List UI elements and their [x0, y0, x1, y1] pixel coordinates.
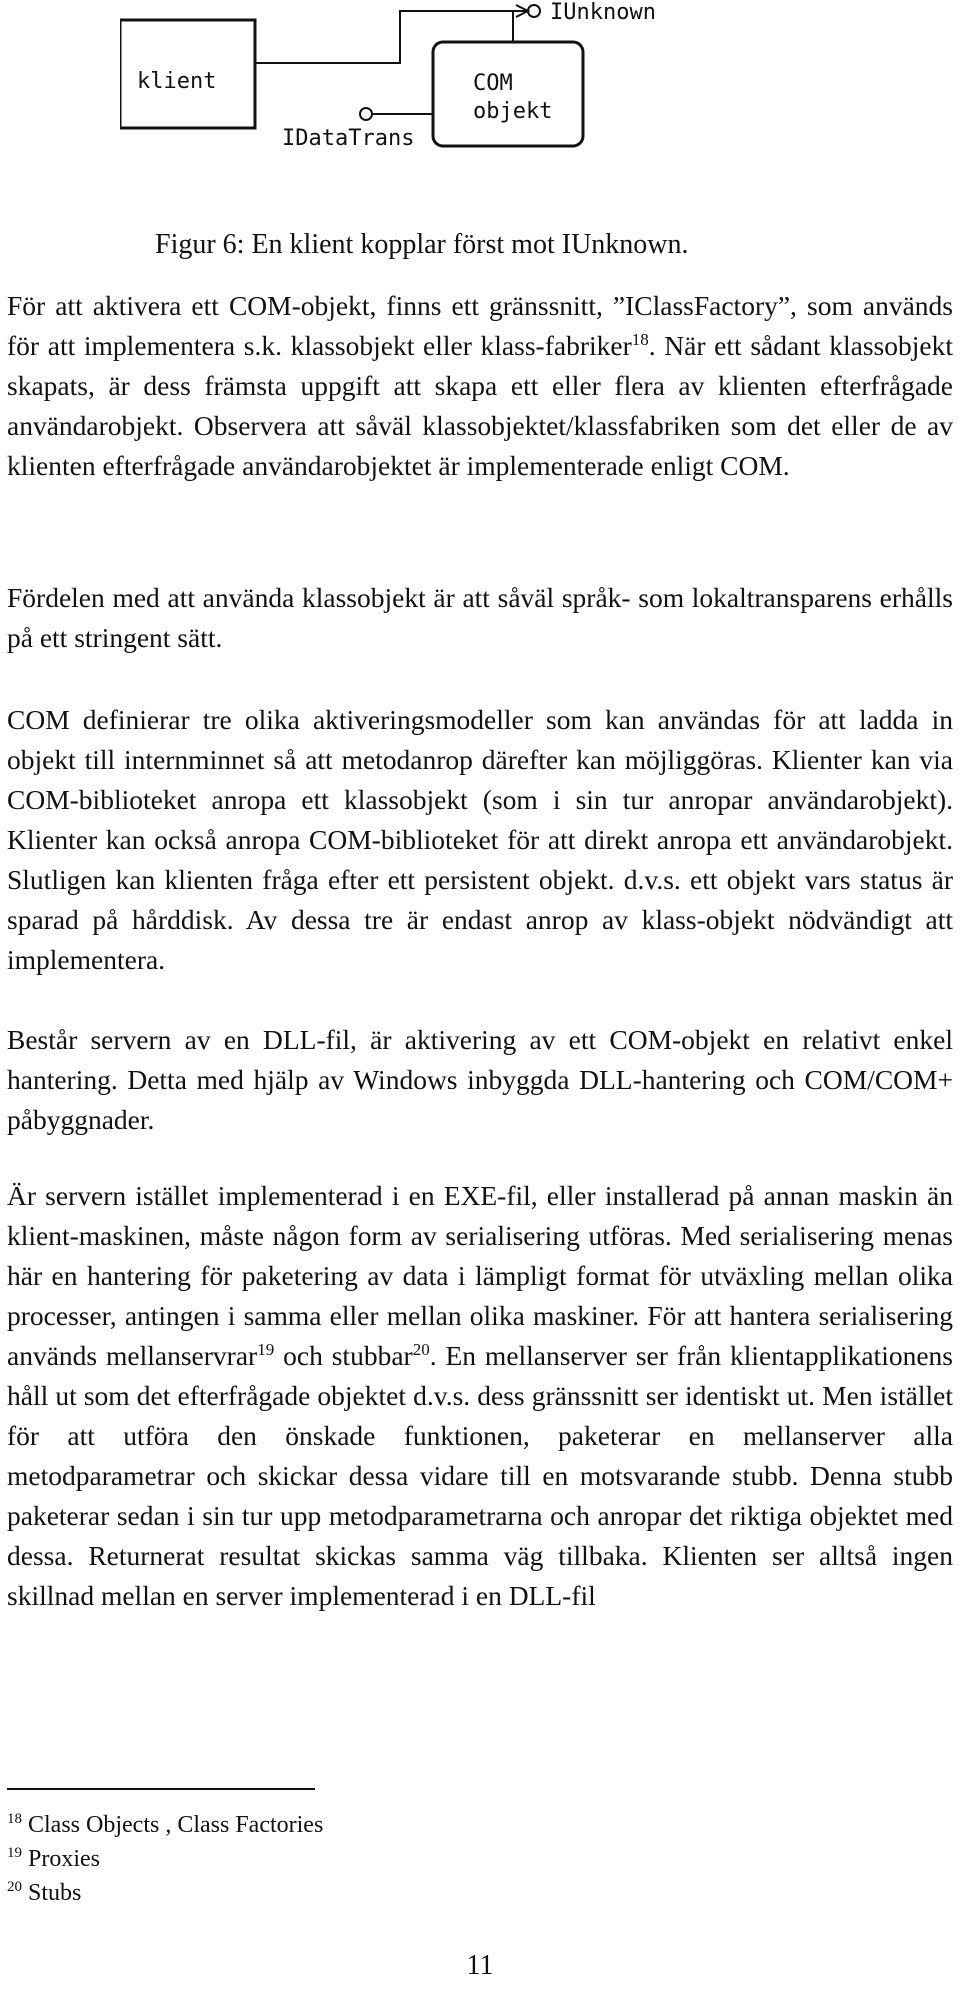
- footnote-text: Proxies: [22, 1846, 100, 1872]
- footnote-number: 19: [7, 1845, 22, 1861]
- com-label-line2: objekt: [473, 99, 553, 124]
- paragraph-2: Fördelen med att använda klassobjekt är att såväl språk- som lokaltransparens erhålls på ett stringent sätt.: [7, 582, 953, 653]
- idatatrans-lollipop: [360, 108, 372, 120]
- figure-caption: Figur 6: En klient kopplar först mot IUnknown.: [155, 229, 689, 260]
- footnote-18: [7, 1808, 323, 1842]
- figure-com-diagram: [120, 0, 820, 190]
- footnote-19: [7, 1842, 323, 1876]
- diagram-svg: [120, 0, 820, 190]
- com-label-line1: COM: [473, 71, 513, 96]
- paragraph-4: Består servern av en DLL-fil, är aktivering av ett COM-objekt en relativt enkel hantering. Detta med hjälp av Windows inbyggda DLL-hantering och COM/COM+ påbyggnader.: [7, 1024, 953, 1135]
- footnote-separator: [7, 1788, 315, 1790]
- paragraph-1: [7, 286, 953, 486]
- paragraph-1-text: För att aktivera ett COM-objekt, finns ett gränssnitt, ”IClassFactory”, som används för att implementera s.k. klassobjekt eller klass-fabriker: [7, 290, 953, 361]
- paragraph-5-text-cont: . En mellanserver ser från klientapplikationens håll ut som det efterfrågade objektet d.v.s. dess gränssnitt ser identiskt ut. Men istället för att utföra den önskade funktionen, paketerar en mellanserver alla metodparametrar och skickar dessa vidare till en motsvarande stubb. Denna stubb paketerar sedan i sin tur upp metodparametrarna och anropar det riktiga objektet med dessa. Returnerat resultat skickas samma väg tillbaka. Klienten ser alltså ingen skillnad mellan en server implementerad i en DLL-fil: [7, 1340, 953, 1611]
- paragraph-5-text-mid: och stubbar: [274, 1340, 413, 1371]
- idatatrans-label: IDataTrans: [282, 126, 415, 151]
- footnote-number: 20: [7, 1879, 22, 1895]
- footnote-ref-19: 19: [257, 1339, 275, 1359]
- iunknown-label: IUnknown: [550, 0, 656, 25]
- paragraph-5: [7, 1176, 953, 1616]
- footnote-ref-18: 18: [631, 329, 649, 349]
- footnotes: [7, 1808, 323, 1910]
- footnote-text: Class Objects , Class Factories: [22, 1812, 324, 1838]
- paragraph-5-text: Är servern istället implementerad i en EXE-fil, eller installerad på annan maskin än klient-maskinen, måste någon form av serialisering utföras. Med serialisering menas här en hantering för paketering av data i lämpligt format för utväxling mellan olika processer, antingen i samma eller mellan olika maskiner. För att hantera serialisering används mellanservrar: [7, 1180, 953, 1371]
- footnote-ref-20: 20: [412, 1339, 430, 1359]
- footnote-20: [7, 1876, 323, 1910]
- footnote-text: Stubs: [22, 1880, 82, 1906]
- paragraph-3: COM definierar tre olika aktiveringsmodeller som kan användas för att ladda in objekt till internminnet så att metodanrop därefter kan möjliggöras. Klienter kan via COM-biblioteket anropa ett klassobjekt (som i sin tur anropar användarobjekt). Klienter kan också anropa COM-biblioteket för att direkt anropa ett användarobjekt. Slutligen kan klienten fråga efter ett persistent objekt. d.v.s. ett objekt vars status är sparad på hårddisk. Av dessa tre är endast anrop av klass-objekt nödvändigt att implementera.: [7, 704, 953, 975]
- footnote-number: 18: [7, 1811, 22, 1827]
- client-to-iunknown-line: [255, 11, 528, 63]
- page-number: 11: [466, 1950, 494, 1981]
- client-label: klient: [137, 69, 217, 94]
- paragraph-1-text-cont: . När ett sådant klassobjekt skapats, är dess främsta uppgift att skapa ett eller flera av klienten efterfrågade användarobjekt. Observera att såväl klassobjektet/klassfabriken som det eller de av klienten efterfrågade användarobjektet är implementerade enligt COM.: [7, 330, 953, 481]
